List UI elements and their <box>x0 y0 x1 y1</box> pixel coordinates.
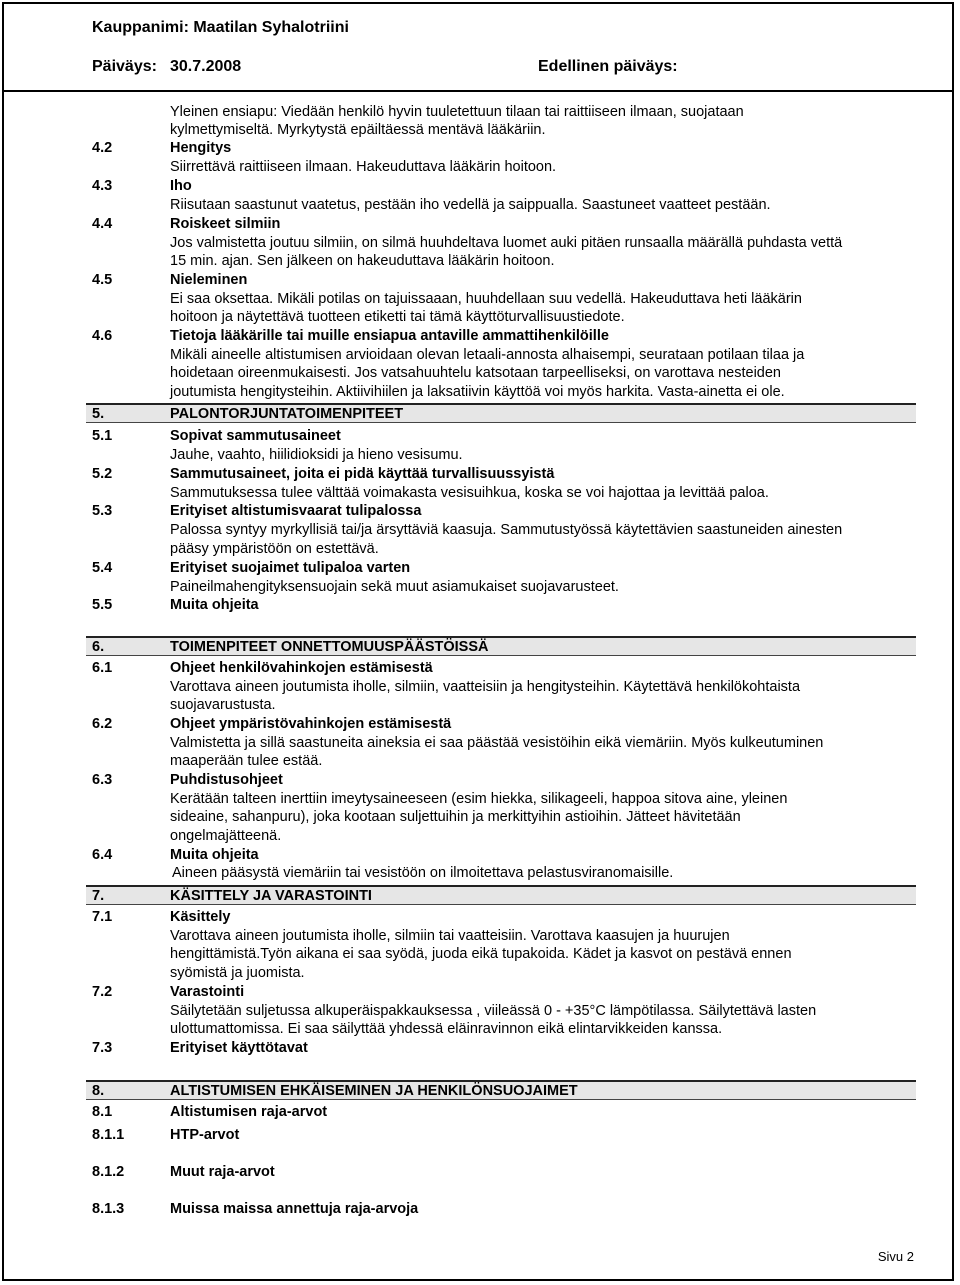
body-line: suojavarustusta. <box>170 697 276 713</box>
subsection-title: Sopivat sammutusaineet <box>170 428 341 444</box>
body-line: pääsy ympäristöön on estettävä. <box>170 541 379 557</box>
subsection-title: Tietoja lääkärille tai muille ensiapua antaville ammattihenkilöille <box>170 328 609 344</box>
subsection-number: 5.1 <box>92 428 113 444</box>
section-header-5 <box>86 403 916 423</box>
subsection-title: Hengitys <box>170 140 232 156</box>
body-line: Kerätään talteen inerttiin imeytysaineeseen (esim hiekka, silikageeli, happoa sitova aine, yleinen <box>170 791 788 807</box>
section-header-7 <box>86 885 916 905</box>
subsection-title: HTP-arvot <box>170 1127 240 1143</box>
subsection-number: 5.4 <box>92 560 113 576</box>
subsection-title: Muita ohjeita <box>170 597 259 613</box>
subsection-number: 5.2 <box>92 466 113 482</box>
subsection-number: 6.1 <box>92 660 113 676</box>
body-line: ulottumattomissa. Ei saa säilyttää yhdessä eläinravinnon eikä elintarvikkeiden kanssa. <box>170 1021 723 1037</box>
subsection-number: 7.3 <box>92 1040 113 1056</box>
date-label: Päiväys: <box>92 58 157 75</box>
body-line: Jos valmistetta joutuu silmiin, on silmä huuhdeltava luomet auki pitäen runsaalla määrällä puhdasta vettä <box>170 235 843 251</box>
body-line: Palossa syntyy myrkyllisiä tai/ja ärsyttäviä kaasuja. Sammutustyössä käytettävien saastuneiden ainesten <box>170 522 843 538</box>
body-line: hoitoon ja näytettävä tuotteen etiketti tai tämä käyttöturvallisuustiedote. <box>170 309 625 325</box>
section-header-6 <box>86 636 916 656</box>
body-line: Siirrettävä raittiiseen ilmaan. Hakeuduttava lääkärin hoitoon. <box>170 159 557 175</box>
section-number: 8. <box>92 1083 105 1099</box>
body-line: Paineilmahengityksensuojain sekä muut asiamukaiset suojavarusteet. <box>170 579 619 595</box>
subsection-title: Roiskeet silmiin <box>170 216 281 232</box>
body-line: joutumista hengitysteihin. Aktiivihiilen ja laksatiivin käyttöä voi myös harkita. Vasta-ainetta ei ole. <box>170 384 785 400</box>
subsection-number: 4.3 <box>92 178 113 194</box>
subsection-number: 8.1.2 <box>92 1164 125 1180</box>
subsection-title: Muut raja-arvot <box>170 1164 275 1180</box>
subsection-number: 6.2 <box>92 716 113 732</box>
subsection-title: Nieleminen <box>170 272 248 288</box>
body-line: Jauhe, vaahto, hiilidioksidi ja hieno vesisumu. <box>170 447 463 463</box>
body-line: ongelmajätteenä. <box>170 828 282 844</box>
section-number: 5. <box>92 406 105 422</box>
subsection-number: 5.5 <box>92 597 113 613</box>
section-title: PALONTORJUNTATOIMENPITEET <box>170 406 404 422</box>
subsection-title: Puhdistusohjeet <box>170 772 283 788</box>
first-aid-intro-line: Yleinen ensiapu: Viedään henkilö hyvin tuuletettuun tilaan tai raittiiseen ilmaan, suojataan <box>170 104 744 120</box>
section-title: TOIMENPITEET ONNETTOMUUSPÄÄSTÖISSÄ <box>170 639 489 655</box>
body-line: 15 min. ajan. Sen jälkeen on hakeuduttava lääkärin hoitoon. <box>170 253 555 269</box>
subsection-title: Erityiset altistumisvaarat tulipalossa <box>170 503 422 519</box>
previous-date-label: Edellinen päiväys: <box>538 58 678 75</box>
subsection-number: 4.5 <box>92 272 113 288</box>
body-line: Sammutuksessa tulee välttää voimakasta vesisuihkua, koska se voi hajottaa ja levittää paloa. <box>170 485 769 501</box>
subsection-title: Käsittely <box>170 909 231 925</box>
subsection-title: Erityiset käyttötavat <box>170 1040 308 1056</box>
page-number: Sivu 2 <box>877 1249 914 1264</box>
subsection-number: 5.3 <box>92 503 113 519</box>
subsection-title: Muita ohjeita <box>170 847 259 863</box>
body-line: syömistä ja juomista. <box>170 965 305 981</box>
section-title: KÄSITTELY JA VARASTOINTI <box>170 888 372 904</box>
body-line: hengittämistä.Työn aikana ei saa syödä, juoda eikä tupakoida. Kädet ja kasvot on pestävä ennen <box>170 946 792 962</box>
section-header-8 <box>86 1080 916 1100</box>
subsection-number: 7.2 <box>92 984 113 1000</box>
subsection-number: 4.4 <box>92 216 113 232</box>
body-line: Mikäli aineelle altistumisen arvioidaan olevan letaali-annosta alhaisempi, seurataan potilaan tilaa ja <box>170 347 805 363</box>
subsection-number: 8.1.3 <box>92 1201 125 1217</box>
first-aid-intro-line: kylmettymiseltä. Myrkytystä epäiltäessä mentävä lääkäriin. <box>170 122 546 138</box>
section-number: 7. <box>92 888 105 904</box>
section-title: ALTISTUMISEN EHKÄISEMINEN JA HENKILÖNSUOJAIMET <box>170 1083 578 1099</box>
subsection-title: Muissa maissa annettuja raja-arvoja <box>170 1201 419 1217</box>
body-line: maaperään tulee estää. <box>170 753 323 769</box>
subsection-number: 6.3 <box>92 772 113 788</box>
body-line: Riisutaan saastunut vaatetus, pestään iho vedellä ja saippualla. Saastuneet vaatteet pestään. <box>170 197 771 213</box>
subsection-title: Iho <box>170 178 192 194</box>
subsection-number: 4.6 <box>92 328 113 344</box>
body-line: sideaine, sahanpuru), joka kootaan suljettuihin ja merkittyihin astioihin. Jätteet hävitetään <box>170 809 741 825</box>
section-number: 6. <box>92 639 105 655</box>
subsection-number: 8.1 <box>92 1104 113 1120</box>
body-line: Varottava aineen joutumista iholle, silmiin tai vaatteisiin. Varottava kaasujen ja huurujen <box>170 928 730 944</box>
body-line: Varottava aineen joutumista iholle, silmiin, vaatteisiin ja hengitysteihin. Käytettävä henkilökohtaista <box>170 679 801 695</box>
company-name: Kauppanimi: Maatilan Syhalotriini <box>92 19 349 36</box>
body-line: Ei saa oksettaa. Mikäli potilas on tajuissaaan, huuhdellaan suu vedellä. Hakeuduttava heti lääkärin <box>170 291 802 307</box>
subsection-number: 8.1.1 <box>92 1127 125 1143</box>
subsection-title: Ohjeet ympäristövahinkojen estämisestä <box>170 716 452 732</box>
subsection-title: Ohjeet henkilövahinkojen estämisestä <box>170 660 433 676</box>
header-divider <box>4 90 954 92</box>
subsection-title: Varastointi <box>170 984 245 1000</box>
subsection-title: Altistumisen raja-arvot <box>170 1104 328 1120</box>
body-line: Säilytetään suljetussa alkuperäispakkauksessa , viileässä 0 - +35°C lämpötilassa. Säilytettävä lasten <box>170 1003 817 1019</box>
body-line: hoidetaan oireenmukaisesti. Jos vatsahuuhtelu katsotaan tarpeelliseksi, on varottava nesteiden <box>170 365 781 381</box>
subsection-title: Erityiset suojaimet tulipaloa varten <box>170 560 411 576</box>
body-line: Aineen pääsystä viemäriin tai vesistöön on ilmoitettava pelastusviranomaisille. <box>172 865 674 881</box>
date-value: 30.7.2008 <box>170 58 242 75</box>
subsection-title: Sammutusaineet, joita ei pidä käyttää turvallisuussyistä <box>170 466 555 482</box>
subsection-number: 6.4 <box>92 847 113 863</box>
subsection-number: 7.1 <box>92 909 113 925</box>
body-line: Valmistetta ja sillä saastuneita aineksia ei saa päästää vesistöihin eikä viemäriin. Myös kulkeutuminen <box>170 735 824 751</box>
subsection-number: 4.2 <box>92 140 113 156</box>
